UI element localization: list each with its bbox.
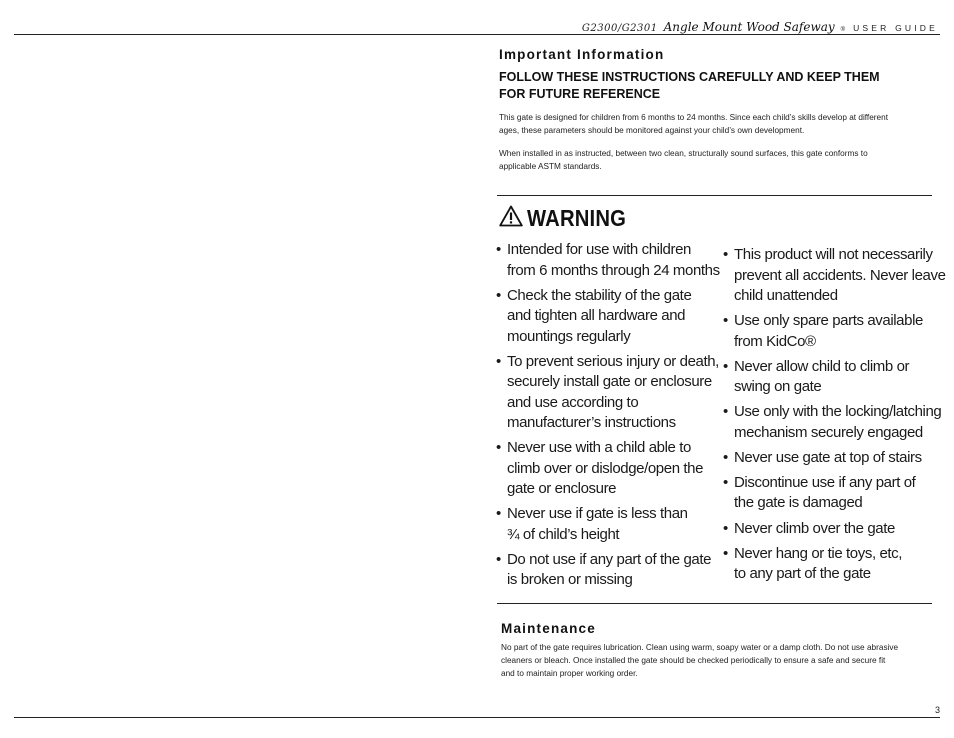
warning-item [496,240,721,281]
warning-item-line: and tighten all hardware and [507,307,686,325]
important-subtitle-line: FOR FUTURE REFERENCE [499,87,661,101]
paragraph-line: No part of the gate requires lubrication. Clean using warm, soapy water or a damp cloth. Do not use abrasive [501,642,899,652]
product-name: Angle Mount Wood Safeway [663,20,835,34]
warning-item-line: is broken or missing [507,571,633,589]
warning-item-line: swing on gate [734,378,822,396]
paragraph-line: and to maintain proper working order. [501,668,638,678]
important-subtitle-line: FOLLOW THESE INSTRUCTIONS CAREFULLY AND KEEP THEM [499,70,880,84]
warning-item-line: child unattended [734,287,838,304]
section-divider [497,195,932,196]
warning-item [723,311,948,352]
registered-mark: ® [840,27,846,33]
maintenance-paragraph [501,641,923,680]
paragraph-line: ages, these parameters should be monitored against your child’s own development. [499,125,805,135]
warning-item [723,544,948,585]
model-number: G2300/G2301 [581,23,658,34]
warning-item [723,245,948,307]
warning-item [723,473,948,514]
warning-item-line: from KidCo® [734,332,816,350]
warning-item-line: Never use if gate is less than [507,505,688,523]
warning-item-line: ¾ of child’s height [507,525,620,543]
footer-rule [14,717,940,718]
warning-item-line: Never climb over the gate [734,519,895,537]
page-number: 3 [934,705,940,715]
warning-item-line: Never use with a child able to [507,439,691,457]
warning-item-line: Never hang or tie toys, etc, [734,544,903,562]
doc-type-label: USER GUIDE [853,23,938,33]
paragraph-line: applicable ASTM standards. [499,161,602,171]
header-rule [14,34,940,35]
paragraph-line: When installed in as instructed, between two clean, structurally sound surfaces, this gate conforms to [499,148,868,158]
warning-item-line: Use only with the locking/latching [734,403,942,421]
important-subtitle [499,69,880,103]
warning-item [496,352,721,434]
warning-item-line: mountings regularly [507,327,631,345]
warning-item-line: Check the stability of the gate [507,286,692,304]
warning-item-line: This product will not necessarily [734,246,933,263]
warning-item-line: To prevent serious injury or death, [507,352,719,370]
age-range-paragraph [499,111,931,137]
paragraph-line: cleaners or bleach. Once installed the gate should be checked periodically to ensure a safe and secure fit [501,655,886,665]
warning-list-right [723,245,948,589]
warning-heading [499,205,640,232]
warning-item [496,550,721,591]
warning-item-line: Do not use if any part of the gate [507,550,712,568]
warning-item-line: mechanism securely engaged [734,423,923,441]
warning-list-left [496,240,721,596]
warning-item [496,438,721,500]
paragraph-line: This gate is designed for children from 6 months to 24 months. Since each child’s skills develop at different [499,112,889,122]
warning-item-line: prevent all accidents. Never leave [734,266,946,284]
warning-item-line: Discontinue use if any part of [734,473,916,491]
warning-item [723,448,948,469]
warning-item [723,357,948,398]
warning-item-line: the gate is damaged [734,494,863,512]
warning-item-line: climb over or dislodge/open the [507,459,704,477]
warning-item-line: Intended for use with children [507,241,691,258]
warning-item-line: Never use gate at top of stairs [734,448,922,466]
section-divider [497,603,932,604]
warning-item-line: gate or enclosure [507,480,617,498]
warning-item-line: Never allow child to climb or [734,357,910,375]
warning-item-line: securely install gate or enclosure [507,373,712,391]
important-info-title: Important Information [499,47,665,62]
maintenance-title: Maintenance [501,621,596,636]
warning-item [496,286,721,348]
warning-triangle-icon [499,205,523,232]
warning-title: WARNING [527,205,627,231]
page-header [582,20,938,34]
warning-item [723,519,948,540]
warning-item-line: and use according to [507,393,639,411]
warning-item-line: Use only spare parts available [734,312,923,330]
warning-item-line: from 6 months through 24 months [507,261,720,279]
warning-item-line: to any part of the gate [734,565,871,583]
astm-paragraph [499,147,931,173]
warning-item [496,504,721,545]
warning-item [723,402,948,443]
warning-item-line: manufacturer’s instructions [507,414,676,432]
